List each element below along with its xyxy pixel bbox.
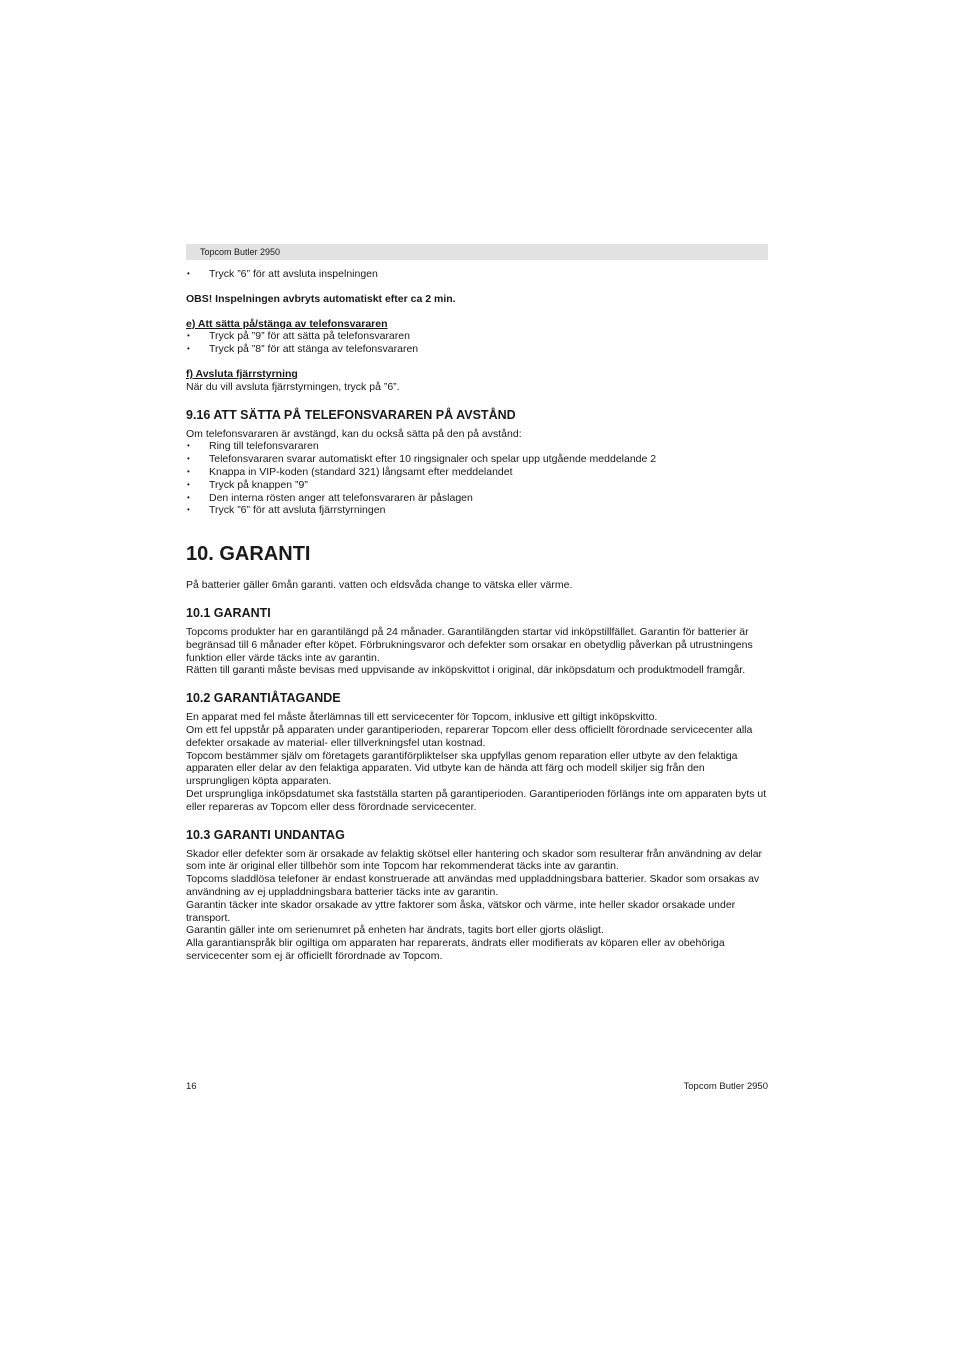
section-10-1-paragraph: Rätten till garanti måste bevisas med uppvisande av inköpskvittot i original, där inköpsdatum och produktmodell framgår. xyxy=(186,664,746,677)
sub-f-text: När du vill avsluta fjärrstyrningen, tryck på ”6”. xyxy=(186,380,400,393)
section-10-3-paragraph: Topcoms sladdlösa telefoner är endast konstruerade att användas med uppladdningsbara batterier. Skador som orsakas av användning av ej uppladdningsbara batterier täcks inte av garantin. xyxy=(186,873,760,898)
list-item: • Den interna rösten anger att telefonsvararen är påslagen xyxy=(186,492,770,505)
section-10-2-paragraph: Om ett fel uppstår på apparaten under garantiperioden, reparerar Topcom eller dess officiellt förordnade servicecenter alla defekter orsakade av material- eller tillverkningsfel utan kostnad. xyxy=(186,723,753,749)
section-10-1-heading: 10.1 GARANTI xyxy=(186,605,271,620)
list-item: • Tryck på ”8” för att stänga av telefonsvararen xyxy=(186,343,770,356)
section-10-3-paragraph: Garantin gäller inte om serienumret på enheten har ändrats, tagits bort eller gjorts oläsligt. xyxy=(186,924,604,937)
section-9-16-heading: 9.16 ATT SÄTTA PÅ TELEFONSVARAREN PÅ AVSTÅND xyxy=(186,407,516,422)
page-footer xyxy=(186,1081,768,1093)
intro-bullet-list xyxy=(186,268,770,281)
list-item: • Tryck på knappen ”9” xyxy=(186,479,770,492)
running-header xyxy=(186,244,768,260)
chapter-10-heading: 10. GARANTI xyxy=(186,543,311,566)
subheading-e: e) Att sätta på/stänga av telefonsvararen xyxy=(186,317,388,330)
section-10-3-heading: 10.3 GARANTI UNDANTAG xyxy=(186,827,345,842)
list-item: • Telefonsvararen svarar automatiskt efter 10 ringsignaler och spelar upp utgående meddelande 2 xyxy=(186,453,770,466)
section-9-16-lead: Om telefonsvararen är avstängd, kan du också sätta på den på avstånd: xyxy=(186,427,522,440)
page-number: 16 xyxy=(186,1081,197,1092)
section-10-3-paragraph: Alla garantianspråk blir ogiltiga om apparaten har reparerats, ändrats eller modifierats av köparen eller av obehöriga servicecenter som ej är officiellt förordnade av Topcom. xyxy=(186,937,725,962)
section-10-2-paragraph: Topcom bestämmer själv om företagets garantiförpliktelser ska uppfyllas genom reparation eller utbyte av den felaktiga apparaten eller delar av den felaktiga apparaten. Vid utbyte kan de hända att färg och modell skiljer sig från den ursprungligen köpta apparaten. xyxy=(186,749,738,788)
subheading-f: f) Avsluta fjärrstyrning xyxy=(186,367,298,380)
section-10-3-paragraph: Skador eller defekter som är orsakade av felaktig skötsel eller hantering och skador som resulterar från användning av delar som inte är original eller tillbehör som inte Topcom har rekommenderat täcks inte av garantin. xyxy=(186,847,763,873)
section-10-2-paragraph: En apparat med fel måste återlämnas till ett servicecenter för Topcom, inklusive ett giltigt inköpskvitto. xyxy=(186,711,658,724)
chapter-10-intro: På batterier gäller 6mån garanti. vatten och eldsvåda change to vätska eller värme. xyxy=(186,579,573,592)
list-item: • Tryck ”6” för att avsluta fjärrstyrningen xyxy=(186,504,770,517)
section-10-2-paragraph: Det ursprungliga inköpsdatumet ska fastställa starten på garantiperioden. Garantiperioden förlängs inte om apparaten byts ut eller repareras av Topcom eller dess förordnade servicecenter. xyxy=(186,787,767,813)
list-item: • Tryck på ”9” för att sätta på telefonsvararen xyxy=(186,330,770,343)
section-10-3-paragraph: Garantin täcker inte skador orsakade av yttre faktorer som åska, vätskor och värme, inte heller skador orsakade under transport. xyxy=(186,898,736,924)
sub-e-bullet-list xyxy=(186,330,770,356)
page-content xyxy=(186,268,770,963)
section-10-2-heading: 10.2 GARANTIÅTAGANDE xyxy=(186,691,341,706)
recording-note: OBS! Inspelningen avbryts automatiskt efter ca 2 min. xyxy=(186,292,456,305)
section-10-1-paragraph: Topcoms produkter har en garantilängd på 24 månader. Garantilängden startar vid inköpstillfället. Garantin för batterier är begränsad till 6 månader efter köpet. Förbrukningsvaror och defekter som orsakar en obetydlig påverkan på utrustningens funktion eller värde täcks inte av garantin. xyxy=(186,625,753,664)
list-item: • Ring till telefonsvararen xyxy=(186,440,770,453)
section-9-16-bullet-list xyxy=(186,440,770,517)
header-title: Topcom Butler 2950 xyxy=(200,247,281,257)
footer-product-name: Topcom Butler 2950 xyxy=(683,1081,768,1092)
list-item: • Tryck ”6” för att avsluta inspelningen xyxy=(186,268,770,281)
list-item: • Knappa in VIP-koden (standard 321) långsamt efter meddelandet xyxy=(186,466,770,479)
